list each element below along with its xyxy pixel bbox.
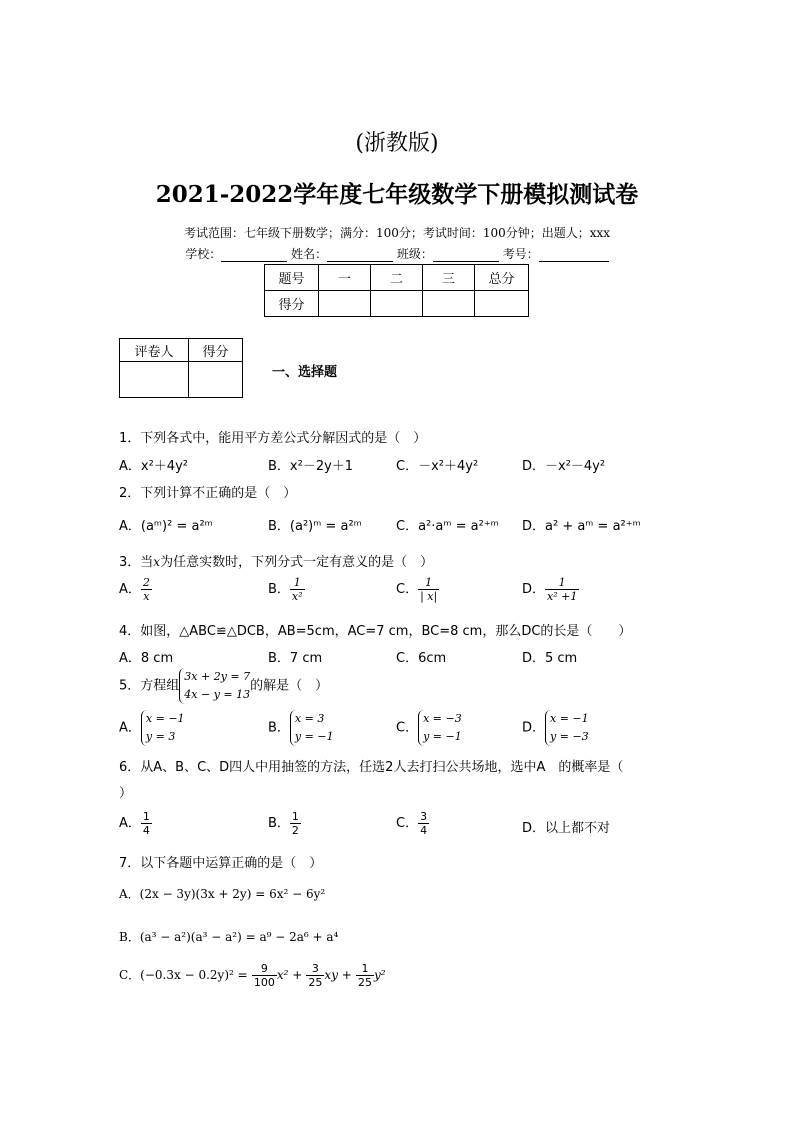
- score-cell[interactable]: [475, 291, 529, 317]
- q3-stem-pre: 3．当: [119, 555, 154, 570]
- q5-a-y: y = 3: [145, 730, 176, 743]
- score-header: 二: [371, 265, 423, 291]
- q7-a-expr: A．(2x − 3y)(3x + 2y) = 6x² − 6y²: [119, 887, 326, 901]
- q3-c-fraction: [418, 576, 439, 603]
- class-field[interactable]: [433, 249, 499, 262]
- q3-option-a: [119, 576, 152, 603]
- q5-d-system: [545, 710, 589, 746]
- school-field[interactable]: [221, 249, 287, 262]
- question-3: [119, 551, 433, 570]
- q4-option-a: A．8 cm: [119, 651, 174, 666]
- q3-c-label: C．: [396, 582, 419, 597]
- q2-option-d: D．a² + aᵐ = a²⁺ᵐ: [522, 519, 641, 534]
- q5-option-d: [522, 710, 589, 746]
- q7-c-term2: xy +: [324, 968, 352, 982]
- q6-b-label: B．: [268, 816, 290, 831]
- q2-option-a: A．(aᵐ)² = a²ᵐ: [119, 519, 213, 534]
- exam-no-field[interactable]: [539, 249, 609, 262]
- question-6-cont: ）: [119, 786, 133, 801]
- q5-a-label: A．: [119, 720, 141, 736]
- q3-a-fraction: [141, 576, 152, 603]
- q5-b-system: [290, 710, 334, 746]
- q7-c-frac1: [252, 962, 277, 989]
- q1-option-b: B．x²－2y＋1: [268, 459, 354, 474]
- score-table: [264, 264, 529, 317]
- school-label: 学校：: [185, 247, 222, 261]
- page-title: 2021-2022学年度七年级数学下册模拟测试卷: [155, 181, 639, 208]
- section-title: 一、选择题: [272, 365, 338, 380]
- numerator: 1: [290, 576, 305, 590]
- q3-option-d: [522, 576, 579, 603]
- grader-header: 得分: [189, 339, 243, 362]
- denominator: 100: [253, 976, 275, 989]
- q5-option-b: [268, 710, 334, 746]
- q7-c-frac3: [356, 962, 374, 989]
- denominator: x²: [291, 590, 303, 603]
- numerator: 1: [545, 576, 579, 590]
- numerator: 1: [356, 962, 374, 976]
- score-cell[interactable]: [371, 291, 423, 317]
- question-7: 7．以下各题中运算正确的是（ ）: [119, 856, 323, 871]
- q3-a-label: A．: [119, 582, 141, 597]
- q7-option-b: [119, 928, 338, 945]
- question-1: 1．下列各式中，能用平方差公式分解因式的是（ ）: [119, 431, 427, 446]
- q6-option-c: [396, 810, 429, 837]
- q6-b-fraction: [290, 810, 301, 837]
- q5-d-label: D．: [522, 720, 546, 736]
- q6-c-label: C．: [396, 816, 419, 831]
- q5-option-a: [119, 710, 185, 746]
- score-header: 一: [319, 265, 371, 291]
- q4-option-b: B．7 cm: [268, 651, 323, 666]
- q2-option-c: C．a²·aᵐ = a²⁺ᵐ: [396, 519, 499, 534]
- q3-variable: x: [153, 555, 161, 569]
- q5-stem-post: 的解是（ ）: [250, 678, 329, 694]
- q4-option-c: C．6cm: [396, 651, 447, 666]
- q1-option-a: A．x²＋4y²: [119, 459, 188, 474]
- name-label: 姓名：: [291, 247, 328, 261]
- numerator: 1: [291, 810, 299, 823]
- class-label: 班级：: [396, 247, 433, 261]
- score-header: 题号: [265, 265, 319, 291]
- q7-c-lhs: C．(−0.3x − 0.2y)² =: [119, 968, 248, 982]
- exam-no-label: 考号：: [502, 247, 539, 261]
- score-cell[interactable]: [423, 291, 475, 317]
- q6-option-a: [119, 810, 152, 837]
- question-6: 6．从A、B、C、D四人中用抽签的方法，任选2人去打扫公共场地，选中A 的概率是（: [119, 760, 624, 775]
- q3-b-fraction: [290, 576, 305, 603]
- numerator: 3: [420, 810, 428, 823]
- grader-table: [119, 338, 243, 398]
- numerator: 2: [142, 576, 150, 589]
- question-5: [119, 668, 328, 704]
- q5-option-c: [396, 710, 462, 746]
- numerator: 3: [306, 962, 324, 976]
- q6-option-d: D．以上都不对: [522, 821, 611, 836]
- grader-cell[interactable]: [120, 362, 189, 398]
- score-header: 三: [423, 265, 475, 291]
- q5-c-system: [418, 710, 462, 746]
- q5-d-y: y = −3: [550, 730, 589, 743]
- q3-option-c: [396, 576, 439, 603]
- q7-option-a: [119, 885, 325, 902]
- question-4: 4．如图，△ABC≌△DCB，AB=5cm，AC=7 cm，BC=8 cm，那么DC的长是（ ）: [119, 624, 632, 639]
- q5-c-label: C．: [396, 720, 419, 736]
- q7-c-term3: y²: [373, 968, 386, 982]
- q6-c-fraction: [418, 810, 429, 837]
- q7-option-c: [119, 962, 386, 989]
- q4-option-d: D．5 cm: [522, 651, 578, 666]
- q5-eq1: 3x + 2y = 7: [184, 670, 251, 683]
- q5-c-x: x = −3: [423, 712, 462, 725]
- numerator: 9: [252, 962, 277, 976]
- name-field[interactable]: [327, 249, 393, 262]
- score-cell[interactable]: [319, 291, 371, 317]
- q3-option-b: [268, 576, 305, 603]
- denominator: 4: [420, 824, 428, 837]
- q5-stem-pre: 5．方程组: [119, 678, 180, 694]
- q7-c-frac2: [306, 962, 324, 989]
- q1-option-d: D．－x²－4y²: [522, 459, 606, 474]
- q5-b-x: x = 3: [294, 712, 325, 725]
- q7-b-expr: B．(a³ − a²)(a³ − a²) = a⁹ − 2a⁶ + a⁴: [119, 930, 339, 944]
- q1-option-c: C．－x²＋4y²: [396, 459, 479, 474]
- q5-b-y: y = −1: [294, 730, 334, 743]
- denominator: 4: [142, 824, 150, 837]
- q3-d-fraction: [545, 576, 579, 603]
- student-fields: [0, 245, 794, 262]
- q5-b-label: B．: [268, 720, 290, 736]
- numerator: 1: [142, 810, 150, 823]
- denominator: 25: [357, 976, 372, 989]
- q5-a-x: x = −1: [145, 712, 185, 725]
- q6-option-b: [268, 810, 301, 837]
- score-header: 总分: [475, 265, 529, 291]
- numerator: 1: [418, 576, 439, 590]
- q2-option-b: B．(a²)ᵐ = a²ᵐ: [268, 519, 362, 534]
- score-row-label: 得分: [265, 291, 319, 317]
- denominator: x: [143, 590, 150, 603]
- denominator: | x|: [420, 590, 438, 603]
- grader-cell[interactable]: [189, 362, 243, 398]
- question-2: 2．下列计算不正确的是（ ）: [119, 486, 297, 501]
- denominator: x² +1: [547, 590, 578, 603]
- q3-b-label: B．: [268, 582, 290, 597]
- denominator: 2: [291, 824, 299, 837]
- q3-stem-post: 为任意实数时，下列分式一定有意义的是（ ）: [160, 555, 434, 570]
- q5-a-system: [141, 710, 185, 746]
- denominator: 25: [308, 976, 323, 989]
- q6-a-fraction: [141, 810, 152, 837]
- edition-label: (浙教版): [355, 131, 439, 156]
- q5-system: [179, 668, 250, 704]
- grader-header: 评卷人: [120, 339, 189, 362]
- q5-c-y: y = −1: [423, 730, 462, 743]
- exam-info: 考试范围：七年级下册数学；满分：100分；考试时间：100分钟；出题人；xxx: [183, 226, 611, 240]
- q5-eq2: 4x − y = 13: [184, 688, 251, 701]
- q5-d-x: x = −1: [550, 712, 589, 725]
- q3-d-label: D．: [522, 582, 546, 597]
- q6-a-label: A．: [119, 816, 141, 831]
- q7-c-term1: x² +: [276, 968, 303, 982]
